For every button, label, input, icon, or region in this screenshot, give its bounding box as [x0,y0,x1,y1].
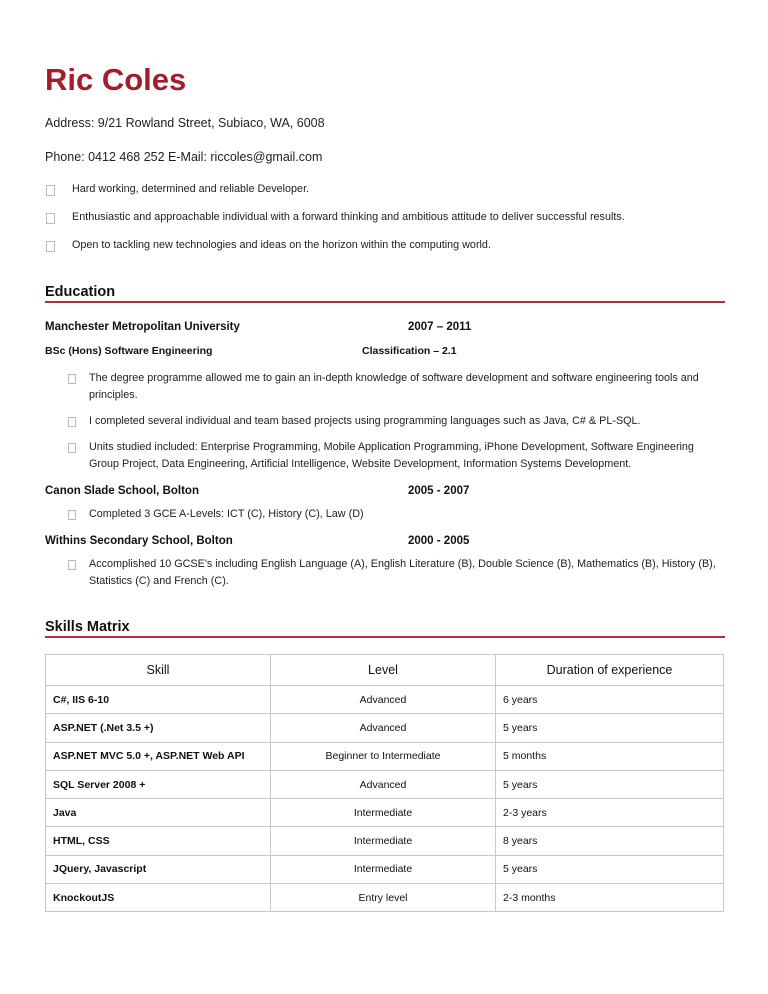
education-institution: Manchester Metropolitan University [45,321,240,333]
duration-cell: 2-3 months [496,884,724,912]
duration-cell: 8 years [496,827,724,855]
level-cell: Advanced [271,714,496,742]
education-detail: Accomplished 10 GCSE's including English Language (A), English Literature (B), Double Science (B), Mathematics (B), History (B), Statistics (C) and French (C). [68,556,726,590]
level-cell: Intermediate [271,855,496,883]
level-cell: Beginner to Intermediate [271,742,496,770]
address-line: Address: 9/21 Rowland Street, Subiaco, WA, 6008 [45,116,325,130]
skill-cell: ASP.NET (.Net 3.5 +) [46,714,271,742]
education-detail: Units studied included: Enterprise Programming, Mobile Application Programming, iPhone Development, Software Engineering Group Project, Data Engineering, Artificial Intelligence, Website Development, Information Systems Development. [68,439,726,473]
bullet-box-icon [68,374,76,384]
table-row [46,884,724,912]
table-row [46,686,724,714]
education-detail: The degree programme allowed me to gain an in-depth knowledge of software development and software engineering tools and principles. [68,370,726,404]
column-header-skill: Skill [46,655,271,686]
bullet-box-icon [46,213,55,224]
table-row [46,799,724,827]
education-institution: Canon Slade School, Bolton [45,485,199,497]
skill-cell: Java [46,799,271,827]
table-row [46,742,724,770]
contact-line: Phone: 0412 468 252 E-Mail: riccoles@gmail.com [45,150,323,164]
education-classification: Classification – 2.1 [362,345,457,357]
candidate-name: Ric Coles [45,62,187,97]
education-heading: Education [45,284,725,303]
duration-cell: 5 years [496,770,724,798]
education-degree: BSc (Hons) Software Engineering [45,345,213,357]
level-cell: Advanced [271,686,496,714]
level-cell: Intermediate [271,827,496,855]
duration-cell: 6 years [496,686,724,714]
skill-cell: ASP.NET MVC 5.0 +, ASP.NET Web API [46,742,271,770]
education-dates: 2007 – 2011 [408,321,472,333]
bullet-box-icon [68,510,76,520]
skill-cell: HTML, CSS [46,827,271,855]
level-cell: Advanced [271,770,496,798]
level-cell: Intermediate [271,799,496,827]
duration-cell: 5 years [496,855,724,883]
duration-cell: 5 years [496,714,724,742]
table-row [46,827,724,855]
skill-cell: KnockoutJS [46,884,271,912]
skill-cell: C#, IIS 6-10 [46,686,271,714]
table-row [46,770,724,798]
bullet-box-icon [68,443,76,453]
bullet-box-icon [68,417,76,427]
table-header-row [46,655,724,686]
level-cell: Entry level [271,884,496,912]
education-detail: I completed several individual and team based projects using programming languages such as Java, C# & PL-SQL. [68,413,726,430]
education-detail: Completed 3 GCE A-Levels: ICT (C), History (C), Law (D) [68,506,726,523]
education-institution: Withins Secondary School, Bolton [45,535,233,547]
skills-table [45,654,724,912]
duration-cell: 5 months [496,742,724,770]
table-row [46,714,724,742]
skill-cell: JQuery, Javascript [46,855,271,883]
column-header-duration: Duration of experience [496,655,724,686]
bullet-box-icon [46,241,55,252]
column-header-level: Level [271,655,496,686]
duration-cell: 2-3 years [496,799,724,827]
bullet-box-icon [68,560,76,570]
table-row [46,855,724,883]
skills-heading: Skills Matrix [45,619,725,638]
education-dates: 2005 - 2007 [408,485,470,497]
bullet-box-icon [46,185,55,196]
education-dates: 2000 - 2005 [408,535,470,547]
skill-cell: SQL Server 2008 + [46,770,271,798]
